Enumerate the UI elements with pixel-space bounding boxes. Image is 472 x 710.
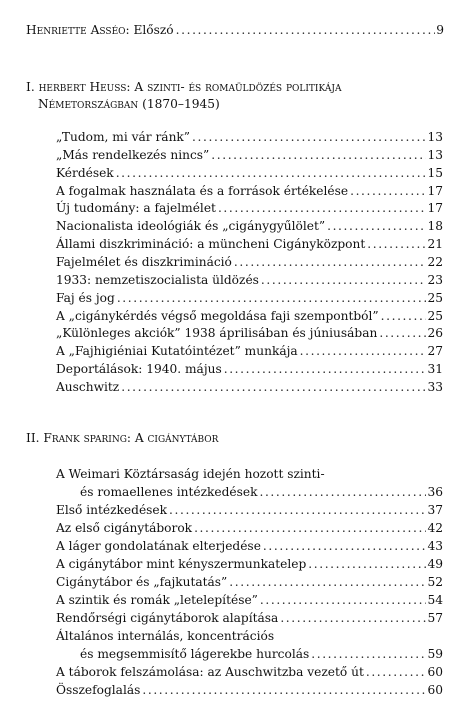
- toc-entry[interactable]: [56, 184, 443, 198]
- toc-entry[interactable]: [56, 326, 443, 340]
- dot-leader: [311, 647, 426, 661]
- toc-entry-title: A szintik és romák „letelepítése”: [56, 593, 258, 607]
- dot-leader: [261, 273, 427, 287]
- part-2-number: II.: [26, 431, 40, 445]
- dot-leader: [121, 380, 426, 394]
- toc-entry[interactable]: [56, 362, 443, 376]
- toc-entry[interactable]: [56, 255, 443, 269]
- toc-entry-title: A Weimari Köztársaság idején hozott szinti-: [56, 467, 325, 481]
- toc-entry-title: Összefoglalás: [56, 683, 141, 697]
- toc-page-number: 57: [427, 611, 443, 625]
- toc-page-number: 60: [427, 683, 443, 697]
- part-2-heading[interactable]: [26, 431, 218, 445]
- toc-entry[interactable]: [56, 237, 443, 251]
- part-1-heading[interactable]: [26, 80, 341, 94]
- part-2-title: A cigánytábor: [134, 431, 219, 445]
- toc-entry[interactable]: [56, 309, 443, 323]
- toc-entry-title: és megsemmisítő lágerekbe hurcolás: [80, 647, 310, 661]
- toc-entry-weimar-line-2[interactable]: [80, 485, 443, 499]
- toc-entry[interactable]: [56, 130, 443, 144]
- toc-page-number: 37: [427, 503, 443, 517]
- toc-page-number: 26: [427, 326, 443, 341]
- toc-page-number: 52: [427, 575, 443, 589]
- dot-leader: [117, 291, 427, 305]
- toc-page-number: 15: [427, 165, 443, 180]
- dot-leader: [260, 593, 427, 607]
- dot-leader: [194, 521, 426, 535]
- toc-entry-title: és romaellenes intézkedések: [80, 485, 258, 499]
- toc-page-number: 43: [427, 539, 443, 553]
- dot-leader: [366, 665, 427, 679]
- part-2-author: Frank sparing:: [43, 431, 131, 445]
- dot-leader: [142, 683, 426, 697]
- toc-entry-title: A „cigánykérdés végső megoldása faji szempontból”: [56, 308, 379, 323]
- toc-page-number: 23: [427, 272, 443, 287]
- toc-entry[interactable]: [56, 273, 443, 287]
- toc-entry-title: [26, 23, 174, 37]
- toc-entry-title: A fogalmak használata és a források értékelése: [56, 183, 349, 198]
- toc-entry[interactable]: [56, 503, 443, 517]
- toc-entry-title: Kérdések: [56, 165, 114, 180]
- part-1-heading-line-2: [38, 97, 220, 111]
- dot-leader: [367, 237, 426, 251]
- toc-entry-internment-line-1[interactable]: [56, 629, 274, 643]
- toc-entry-title: „Más rendelkezés nincs”: [56, 147, 210, 162]
- foreword-title: Előszó: [133, 23, 174, 37]
- dot-leader: [229, 575, 426, 589]
- toc-entry-title: A táborok felszámolása: az Auschwitzba vezető út: [56, 665, 364, 679]
- dot-leader: [259, 485, 426, 499]
- toc-page-number: 25: [427, 290, 443, 305]
- toc-entry-title: A láger gondolatának elterjedése: [56, 539, 261, 553]
- toc-page-number: 49: [427, 557, 443, 571]
- toc-entry-title: 1933: nemzetiszocialista üldözés: [56, 272, 259, 287]
- toc-page-number: 42: [427, 521, 443, 535]
- dot-leader: [300, 344, 427, 358]
- toc-entry[interactable]: [56, 557, 443, 571]
- dot-leader: [327, 219, 426, 233]
- toc-entry-title: Az első cigánytáborok: [56, 521, 193, 535]
- toc-page-number: 33: [427, 379, 443, 394]
- toc-entry-internment-line-2[interactable]: [80, 647, 443, 661]
- toc-entry-title: Állami diszkrimináció: a müncheni Cigányközpont: [56, 237, 366, 252]
- toc-page-number: 22: [427, 254, 443, 269]
- toc-entry-weimar-line-1[interactable]: [56, 467, 325, 481]
- toc-entry[interactable]: [56, 539, 443, 553]
- toc-page-number: 54: [427, 593, 443, 607]
- toc-entry-title: „Tudom, mi vár ránk”: [56, 130, 191, 144]
- toc-entry-title: Cigánytábor és „fajkutatás”: [56, 575, 228, 589]
- toc-entry-title: Auschwitz: [56, 379, 120, 394]
- toc-page-number: 18: [427, 219, 443, 234]
- dot-leader: [234, 255, 427, 269]
- dot-leader: [169, 503, 426, 517]
- toc-entry-title: „Különleges akciók” 1938 áprilisában és júniusában: [56, 326, 378, 341]
- toc-entry[interactable]: [56, 380, 443, 394]
- part-1-title-line-1: A szinti- és romaüldözés politikája: [134, 80, 342, 94]
- dot-leader: [379, 326, 426, 340]
- toc-entry[interactable]: [56, 521, 443, 535]
- dot-leader: [308, 557, 426, 571]
- dot-leader: [192, 130, 426, 144]
- toc-entry-title: Nacionalista ideológiák és „cigánygyűlölet”: [56, 219, 326, 234]
- toc-page-number: 13: [427, 130, 443, 144]
- toc-entry[interactable]: [56, 344, 443, 358]
- toc-entry-title: Új tudomány: a fajelmélet: [56, 201, 216, 216]
- toc-entry[interactable]: [56, 683, 443, 697]
- toc-entry-foreword[interactable]: [26, 23, 444, 37]
- dot-leader: [224, 362, 427, 376]
- toc-entry[interactable]: [56, 166, 443, 180]
- toc-page-number: 31: [427, 362, 443, 377]
- dot-leader: [218, 201, 427, 215]
- dot-leader: [176, 23, 436, 37]
- toc-entry[interactable]: [56, 201, 443, 215]
- toc-page-number: 17: [427, 183, 443, 198]
- dot-leader: [381, 309, 427, 323]
- toc-entry-title: Deportálások: 1940. május: [56, 362, 222, 377]
- toc-page-number: 36: [427, 485, 443, 499]
- toc-entry[interactable]: [56, 611, 443, 625]
- toc-entry-title: Fajelmélet és diszkrimináció: [56, 254, 232, 269]
- dot-leader: [116, 166, 427, 180]
- part-1-author: herbert Heuss:: [38, 80, 131, 94]
- toc-entry-title: A „Fajhigiéniai Kutatóintézet” munkája: [56, 344, 298, 359]
- toc-entry-title: Első intézkedések: [56, 503, 168, 517]
- toc-entry[interactable]: [56, 291, 443, 305]
- dot-leader: [263, 539, 427, 553]
- part-1-title-line-2: Németországban (1870–1945): [38, 97, 220, 111]
- toc-entry[interactable]: [56, 148, 443, 162]
- dot-leader: [350, 184, 426, 198]
- dot-leader: [211, 148, 426, 162]
- toc-entry-title: Faj és jog: [56, 290, 115, 305]
- dot-leader: [280, 611, 426, 625]
- toc-page-number: 25: [427, 308, 443, 323]
- foreword-author: Henriette Asséo:: [26, 23, 130, 37]
- toc-page-number: 59: [427, 647, 443, 661]
- toc-page-number: 13: [427, 147, 443, 162]
- toc-page-number: 17: [427, 201, 443, 216]
- toc-entry[interactable]: [56, 665, 443, 679]
- toc-page-number: 60: [427, 665, 443, 679]
- toc-page-number: 27: [427, 344, 443, 359]
- toc-entry[interactable]: [56, 593, 443, 607]
- toc-page-number: 21: [427, 237, 443, 252]
- toc-entry-title: A cigánytábor mint kényszermunkatelep: [56, 557, 307, 571]
- toc-entry-title: Általános internálás, koncentrációs: [56, 629, 275, 643]
- toc-entry[interactable]: [56, 575, 443, 589]
- part-1-number: I.: [26, 80, 35, 94]
- toc-page-number: 9: [436, 23, 444, 37]
- toc-entry[interactable]: [56, 219, 443, 233]
- toc-entry-title: Rendőrségi cigánytáborok alapítása: [56, 611, 279, 625]
